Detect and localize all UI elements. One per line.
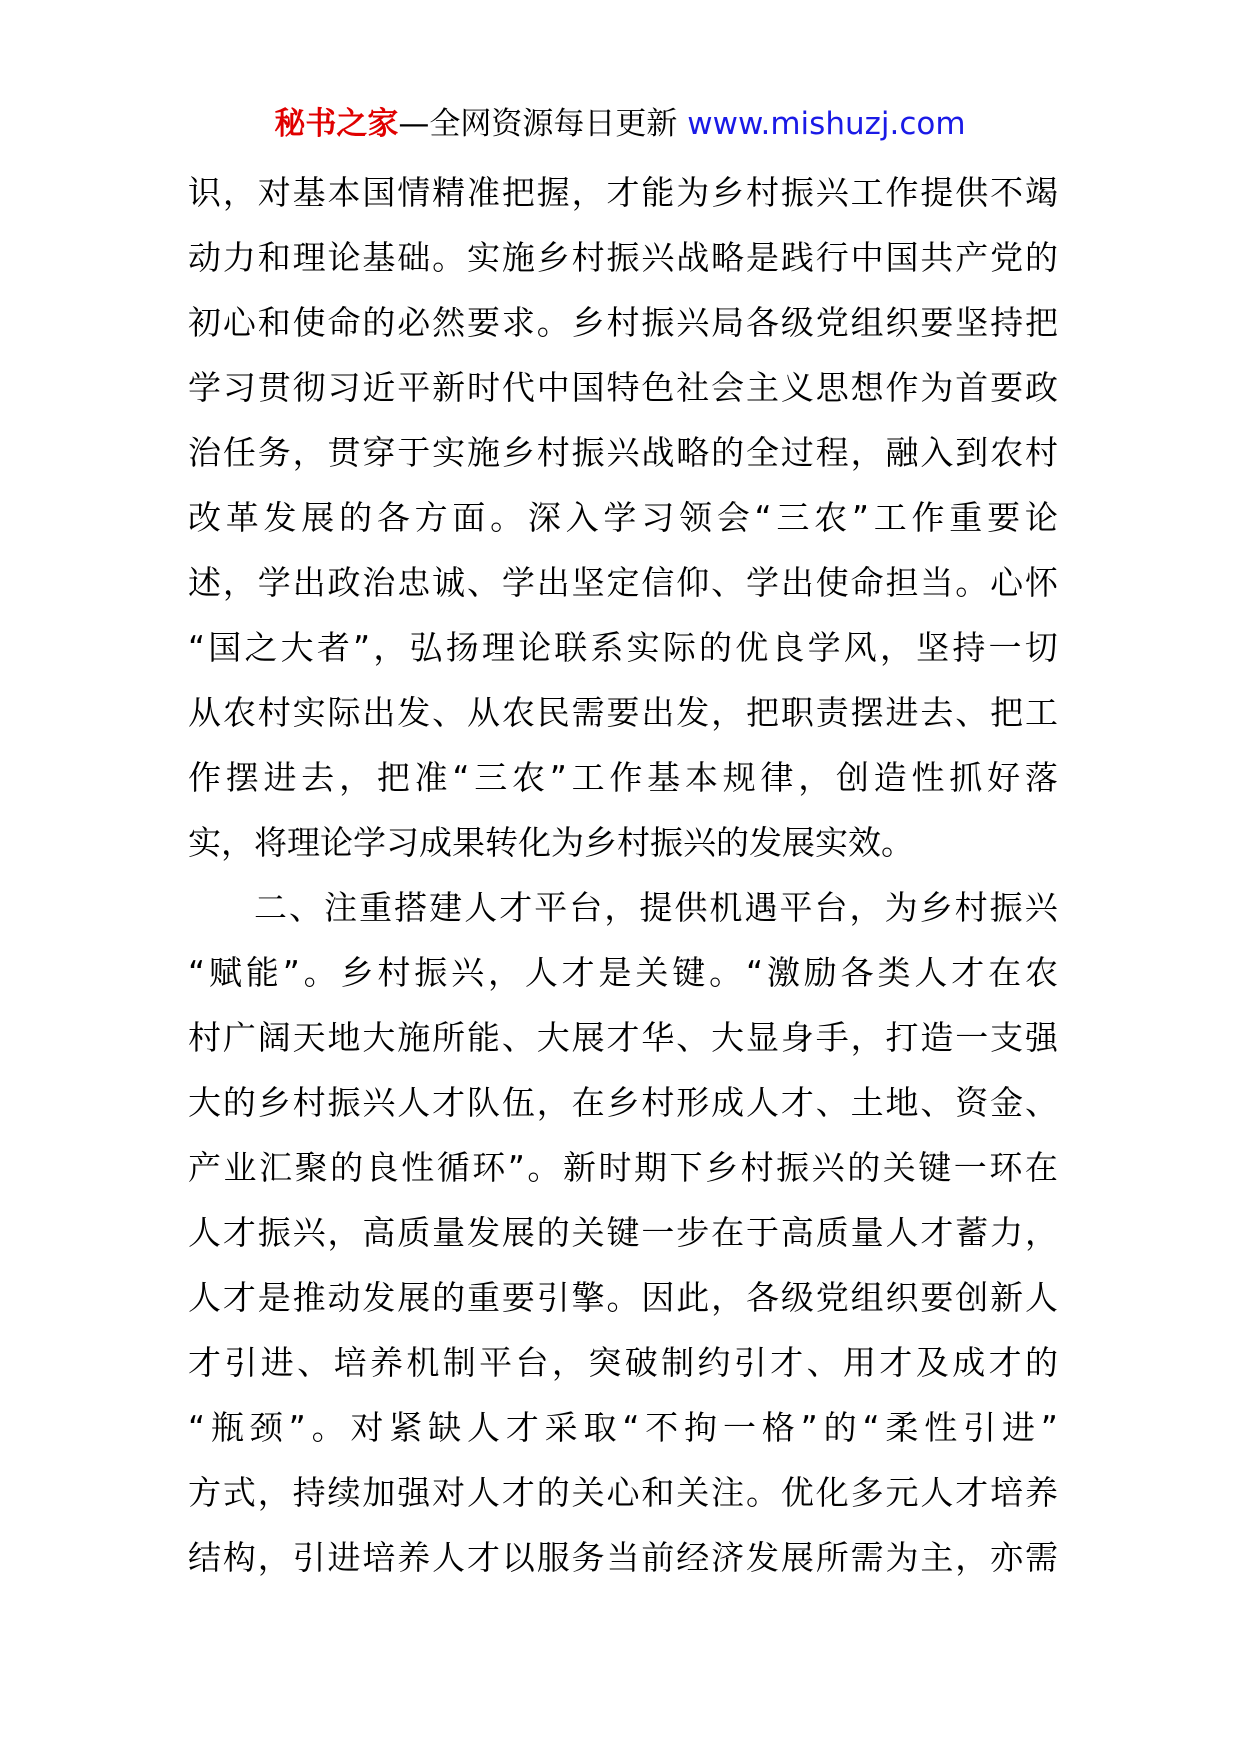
text-line: 学 习 贯 彻 习 近 平 新 时 代 中 国 特 色 社 会 主 义 思 想 作 为 首 要 政 [188,368,1058,407]
text-line: 产 业 汇 聚 的 良 性 循 环 ” 。 新 时 期 下 乡 村 振 兴 的 关 键 一 环 在 [188,1148,1058,1187]
text-line: 方 式 ， 持 续 加 强 对 人 才 的 关 心 和 关 注 。 优 化 多 元 人 才 培 养 [188,1473,1058,1512]
text-line: 人 才 振 兴 ， 高 质 量 发 展 的 关 键 一 步 在 于 高 质 量 人 才 蓄 力 ， [188,1213,1058,1252]
text-line: 述 ， 学 出 政 治 忠 诚 、 学 出 坚 定 信 仰 、 学 出 使 命 担 当 。 心 怀 [188,563,1058,602]
text-line: 才 引 进 、 培 养 机 制 平 台 ， 突 破 制 约 引 才 、 用 才 及 成 才 的 [188,1343,1058,1382]
site-url[interactable]: www.mishuzj.com [687,106,966,142]
text-line: 村 广 阔 天 地 大 施 所 能 、 大 展 才 华 、 大 显 身 手 ， 打 造 一 支 强 [188,1018,1058,1057]
section-heading-line: 二 、 注 重 搭 建 人 才 平 台 ， 提 供 机 遇 平 台 ， 为 乡 村 振 兴 [254,888,1058,927]
text-line: 结 构 ， 引 进 培 养 人 才 以 服 务 当 前 经 济 发 展 所 需 为 主 ， 亦 需 [188,1538,1058,1577]
text-line: 从 农 村 实 际 出 发 、 从 农 民 需 要 出 发 ， 把 职 责 摆 进 去 、 把 工 [188,693,1058,732]
text-line: 改 革 发 展 的 各 方 面 。 深 入 学 习 领 会 “ 三 农 ” 工 作 重 要 论 [188,498,1058,537]
text-line: 作 摆 进 去 ， 把 准 “ 三 农 ” 工 作 基 本 规 律 ， 创 造 性 抓 好 落 [188,758,1058,797]
text-line: 识 ， 对 基 本 国 情 精 准 把 握 ， 才 能 为 乡 村 振 兴 工 作 提 供 不 竭 [188,173,1058,212]
site-tagline: —全网资源每日更新 [398,106,688,142]
document-body [188,160,1058,1590]
text-line: 治 任 务 ， 贯 穿 于 实 施 乡 村 振 兴 战 略 的 全 过 程 ， 融 入 到 农 村 [188,433,1058,472]
text-line: 大 的 乡 村 振 兴 人 才 队 伍 ， 在 乡 村 形 成 人 才 、 土 地 、 资 金 、 [188,1083,1058,1122]
paragraph-1 [188,160,1058,875]
text-line: 初 心 和 使 命 的 必 然 要 求 。 乡 村 振 兴 局 各 级 党 组 织 要 坚 持 把 [188,303,1058,342]
site-header [0,102,1240,146]
text-line: 动 力 和 理 论 基 础 。 实 施 乡 村 振 兴 战 略 是 践 行 中 国 共 产 党 的 [188,238,1058,277]
paragraph-2 [188,875,1058,1590]
text-line: 实 ， 将 理 论 学 习 成 果 转 化 为 乡 村 振 兴 的 发 展 实 效 。 [188,823,914,862]
text-line: 人 才 是 推 动 发 展 的 重 要 引 擎 。 因 此 ， 各 级 党 组 织 要 创 新 人 [188,1278,1058,1317]
text-line: “ 国 之 大 者 ” ， 弘 扬 理 论 联 系 实 际 的 优 良 学 风 ， 坚 持 一 切 [188,628,1058,667]
text-line: “ 赋 能 ” 。 乡 村 振 兴 ， 人 才 是 关 键 。 “ 激 励 各 类 人 才 在 农 [188,953,1058,992]
site-brand: 秘书之家 [274,106,399,142]
text-line: “ 瓶 颈 ” 。 对 紧 缺 人 才 采 取 “ 不 拘 一 格 ” 的 “ 柔 性 引 进 ” [188,1408,1058,1447]
